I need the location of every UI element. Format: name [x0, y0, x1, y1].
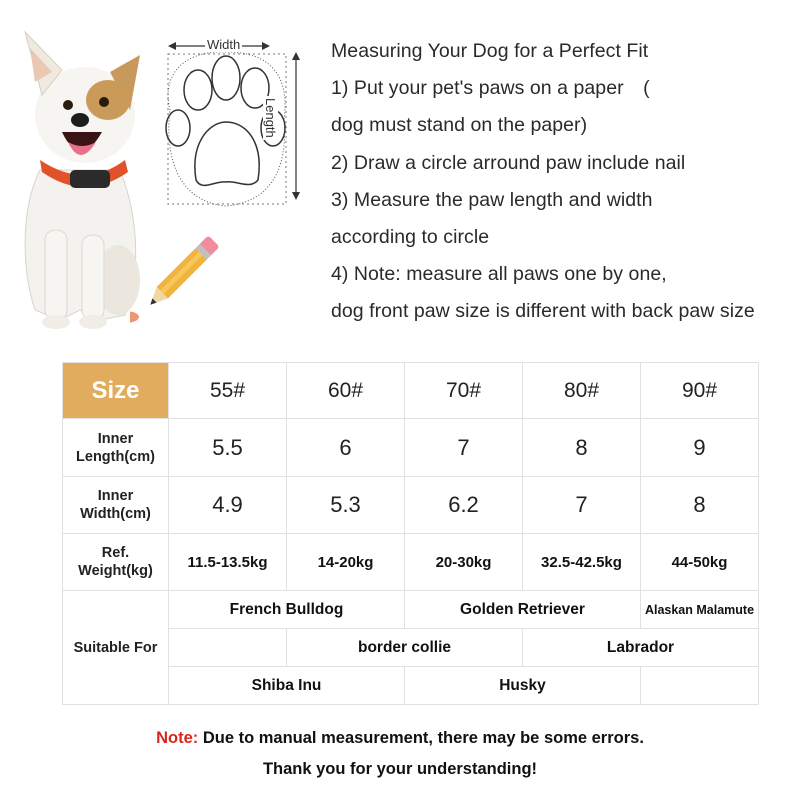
measuring-guide [0, 0, 800, 345]
table-cell: 20-30kg [405, 534, 523, 591]
width-label: Width [207, 37, 241, 52]
row-label-line: Weight(kg) [78, 563, 153, 579]
size-column-header: 70# [405, 363, 523, 419]
note-prefix: Note: [156, 729, 199, 747]
table-row [63, 591, 759, 629]
table-cell: 6 [287, 419, 405, 477]
breed-cell-golden-retriever: Golden Retriever [405, 591, 641, 629]
measurement-note [0, 729, 800, 748]
measuring-instructions [331, 33, 796, 331]
table-cell: 4.9 [169, 477, 287, 534]
instruction-line: dog must stand on the paper) [331, 114, 588, 137]
row-label-line: Length(cm) [76, 448, 155, 465]
row-label-line: Inner [97, 430, 134, 447]
instruction-line: 4) Note: measure all paws one by one, [331, 263, 667, 286]
empty-cell [169, 629, 287, 667]
breed-cell-husky: Husky [405, 667, 641, 705]
instructions-title: Measuring Your Dog for a Perfect Fit [331, 40, 649, 62]
table-cell: 5.5 [169, 419, 287, 477]
paw-print-icon [160, 30, 315, 215]
note-text: Due to manual measurement, there may be some errors. [198, 729, 644, 747]
row-label-line: Width(cm) [80, 506, 151, 522]
empty-cell [641, 667, 759, 705]
row-label-line: Inner [97, 488, 134, 504]
breed-cell-border-collie: border collie [287, 629, 523, 667]
table-cell: 6.2 [405, 477, 523, 534]
table-row [63, 477, 759, 534]
instruction-line: 2) Draw a circle arround paw include nail [331, 151, 686, 174]
table-row [63, 534, 759, 591]
table-cell: 9 [641, 419, 759, 477]
size-column-header: 55# [169, 363, 287, 419]
table-cell: 5.3 [287, 477, 405, 534]
row-label-inner-length [63, 419, 169, 477]
length-label: Length [263, 98, 278, 138]
pencil-icon [130, 225, 230, 325]
instruction-line: 1) Put your pet's paws on a paper ( [331, 77, 650, 100]
instruction-line: 3) Measure the paw length and width [331, 188, 653, 211]
size-column-header: 60# [287, 363, 405, 419]
table-cell: 32.5-42.5kg [523, 534, 641, 591]
table-cell: 8 [641, 477, 759, 534]
table-cell: 11.5-13.5kg [169, 534, 287, 591]
size-header: Size [63, 363, 169, 419]
table-cell: 7 [523, 477, 641, 534]
table-row [63, 363, 759, 419]
breed-cell-labrador: Labrador [523, 629, 759, 667]
size-chart-table [62, 362, 759, 705]
table-cell: 44-50kg [641, 534, 759, 591]
breed-cell-shiba-inu: Shiba Inu [169, 667, 405, 705]
breed-cell-french-bulldog: French Bulldog [169, 591, 405, 629]
row-label-line: Ref. [101, 545, 130, 561]
thanks-note: Thank you for your understanding! [262, 760, 538, 778]
table-cell: 14-20kg [287, 534, 405, 591]
instruction-line: dog front paw size is different with back paw size [331, 300, 755, 323]
table-cell: 8 [523, 419, 641, 477]
row-label-inner-width [63, 477, 169, 534]
table-cell: 7 [405, 419, 523, 477]
instruction-line: according to circle [331, 226, 490, 249]
row-label-suitable-for: Suitable For [63, 591, 169, 705]
row-label-ref-weight [63, 534, 169, 591]
breed-cell-alaskan-malamute: Alaskan Malamute [641, 591, 759, 629]
size-column-header: 90# [641, 363, 759, 419]
table-row [63, 419, 759, 477]
size-column-header: 80# [523, 363, 641, 419]
